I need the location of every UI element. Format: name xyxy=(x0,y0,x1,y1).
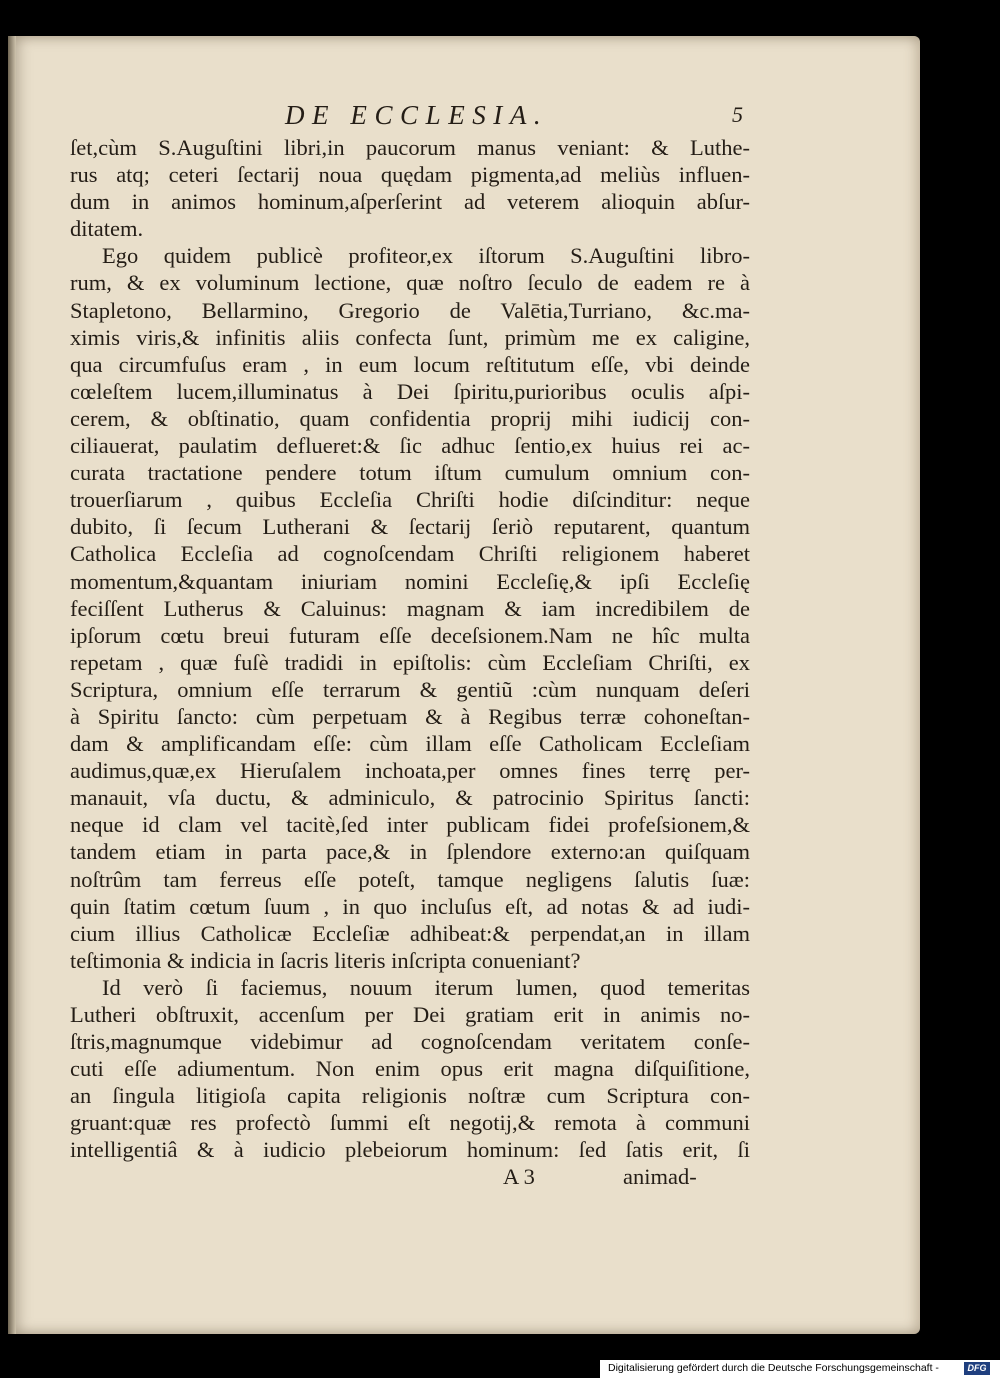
text-line: ſtris,magnumque videbimur ad cognoſcendam veritatem conſe- xyxy=(70,1029,750,1055)
text-line: trouerſiarum , quibus Eccleſia Chriſti hodie diſcinditur: neque xyxy=(70,487,750,513)
text-line: ciliauerat, paulatim deflueret:& ſic adhuc ſentio,ex huius rei ac- xyxy=(70,433,750,459)
signature-mark: A 3 xyxy=(503,1163,535,1189)
catchword: animad- xyxy=(623,1163,697,1189)
paragraph-start-line: Ego quidem publicè profiteor,ex iſtorum S.Auguſtini libro- xyxy=(102,243,750,269)
page-number: 5 xyxy=(732,102,743,127)
text-line: neque id clam vel tacitè,ſed inter publicam fidei profeſsionem,& xyxy=(70,812,750,838)
text-line: ipſorum cœtu breui futuram eſſe deceſsionem.Nam ne hîc multa xyxy=(70,622,750,648)
text-line: noſtrûm tam ferreus eſſe poteſt, tamque negligens ſalutis ſuæ: xyxy=(70,866,750,892)
text-line: feciſſent Lutherus & Caluinus: magnam & iam incredibilem de xyxy=(70,595,750,621)
text-line: audimus,quæ,ex Hieruſalem inchoata,per omnes fines terrę per- xyxy=(70,758,750,784)
text-line: teſtimonia & indicia in ſacris literis inſcripta conueniant? xyxy=(70,947,581,973)
text-line: qua circumfuſus eram , in eum locum reſtitutum eſſe, vbi deinde xyxy=(70,351,750,377)
text-line: cœleſtem lucem,illuminatus à Dei ſpiritu,purioribus oculis aſpi- xyxy=(70,378,750,404)
page-text-block xyxy=(70,100,750,1192)
text-line: Stapletono, Bellarmino, Gregorio de Valētia,Turriano, &c.ma- xyxy=(70,297,750,323)
page-gutter xyxy=(8,36,16,1334)
text-line: Scriptura, omnium eſſe terrarum & gentiũ :cùm nunquam deſeri xyxy=(70,676,750,702)
text-line: repetam , quæ fuſè tradidi in epiſtolis: cùm Eccleſiam Chriſti, ex xyxy=(70,649,750,675)
text-line: tandem etiam in parta pace,& in ſplendore externo:an quiſquam xyxy=(70,839,750,865)
body-text xyxy=(70,134,750,1164)
text-line: rum, & ex voluminum lectione, quæ noſtro ſeculo de eadem re à xyxy=(70,270,750,296)
text-line: à Spiritu ſancto: cùm perpetuam & à Regibus terræ cohoneſtan- xyxy=(70,703,750,729)
text-line: cerem, & obſtinatio, quam confidentia proprij mihi iudicij con- xyxy=(70,405,750,431)
text-line: dubito, ſi ſecum Lutherani & ſectarij ſeriò reputarent, quantum xyxy=(70,514,750,540)
text-line: ſet,cùm S.Auguſtini libri,in paucorum manus veniant: & Luthe- xyxy=(70,135,750,160)
dfg-logo: DFG xyxy=(964,1362,990,1375)
text-line: cium illius Catholicæ Eccleſiæ adhibeat:& perpendat,an in illam xyxy=(70,920,750,946)
text-line: quin ſtatim cœtum ſuum , in quo incluſus eſt, ad notas & ad iudi- xyxy=(70,893,750,919)
page-footer-line xyxy=(70,1164,750,1192)
funding-footer xyxy=(600,1360,1000,1378)
text-line: dum in animos hominum,aſperſerint ad veterem alioquin abſur- xyxy=(70,189,750,215)
running-head xyxy=(70,100,750,134)
funding-notice: Digitalisierung gefördert durch die Deutsche Forschungsgemeinschaft - xyxy=(608,1362,939,1374)
text-line: an ſingula litigioſa capita religionis noſtræ cum Scriptura con- xyxy=(70,1083,750,1109)
text-line: manauit, vſa ductu, & adminiculo, & patrocinio Spiritus ſancti: xyxy=(70,785,750,811)
text-line: intelligentiâ & à iudicio plebeiorum hominum: ſed ſatis erit, ſi xyxy=(70,1137,750,1163)
text-line: dam & amplificandam eſſe: cùm illam eſſe Catholicam Eccleſiam xyxy=(70,731,750,757)
text-line: ximis viris,& infinitis aliis confecta ſunt, primùm me ex caligine, xyxy=(70,324,750,350)
text-line: cuti eſſe adiumentum. Non enim opus erit magna diſquiſitione, xyxy=(70,1056,750,1082)
text-line: curata tractatione pendere totum iſtum cumulum omnium con- xyxy=(70,460,750,486)
text-line: Lutheri obſtruxit, accenſum per Dei gratiam erit in animis no- xyxy=(70,1002,750,1027)
running-head-title: DE ECCLESIA. xyxy=(285,100,549,130)
text-line: gruant:quæ res profectò ſummi eſt negotij,& remota à communi xyxy=(70,1110,750,1136)
text-line: momentum,&quantam iniuriam nomini Eccleſię,& ipſi Eccleſię xyxy=(70,568,750,594)
text-line: Catholica Eccleſia ad cognoſcendam Chriſti religionem haberet xyxy=(70,541,750,567)
text-line: rus atq; ceteri ſectarij noua quędam pigmenta,ad meliùs influen- xyxy=(70,162,750,188)
paragraph-start-line: Id verò ſi faciemus, nouum iterum lumen, quod temeritas xyxy=(102,974,750,1000)
text-line: ditatem. xyxy=(70,216,144,242)
